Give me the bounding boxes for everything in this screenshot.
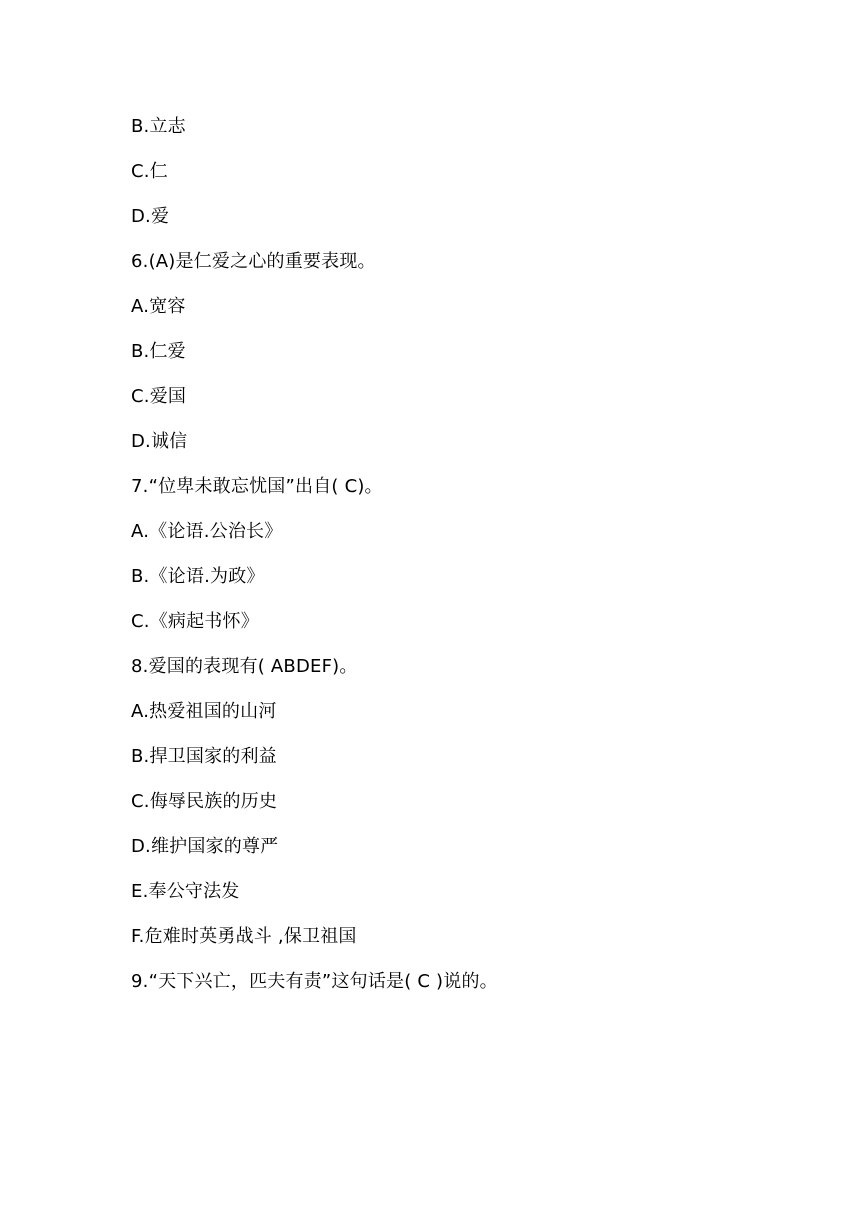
question-8-option-d: D.维护国家的尊严 bbox=[131, 836, 279, 857]
question-8-option-c: C.侮辱民族的历史 bbox=[131, 791, 278, 812]
question-7-option-a: A.《论语.公治长》 bbox=[131, 521, 283, 542]
question-8-option-b: B.捍卫国家的利益 bbox=[131, 746, 277, 767]
question-8: 8.爱国的表现有( ABDEF)。 bbox=[131, 656, 358, 677]
question-7-option-c: C.《病起书怀》 bbox=[131, 611, 259, 632]
option-c-line: C.仁 bbox=[131, 161, 168, 182]
question-7: 7.“位卑未敢忘忧国”出自( C)。 bbox=[131, 476, 383, 497]
question-6-option-a: A.宽容 bbox=[131, 296, 186, 317]
option-b-line: B.立志 bbox=[131, 116, 186, 137]
question-list bbox=[131, 113, 498, 1013]
option-d-line: D.爱 bbox=[131, 206, 170, 227]
question-9: 9.“天下兴亡，匹夫有责”这句话是( C )说的。 bbox=[131, 971, 498, 992]
question-6-option-b: B.仁爱 bbox=[131, 341, 186, 362]
question-7-option-b: B.《论语.为政》 bbox=[131, 566, 265, 587]
question-6-option-d: D.诚信 bbox=[131, 431, 188, 452]
question-8-option-a: A.热爱祖国的山河 bbox=[131, 701, 277, 722]
question-6-option-c: C.爱国 bbox=[131, 386, 187, 407]
question-8-option-f: F.危难时英勇战斗 ,保卫祖国 bbox=[131, 926, 357, 947]
question-8-option-e: E.奉公守法发 bbox=[131, 881, 240, 902]
question-6: 6.(A)是仁爱之心的重要表现。 bbox=[131, 251, 376, 272]
